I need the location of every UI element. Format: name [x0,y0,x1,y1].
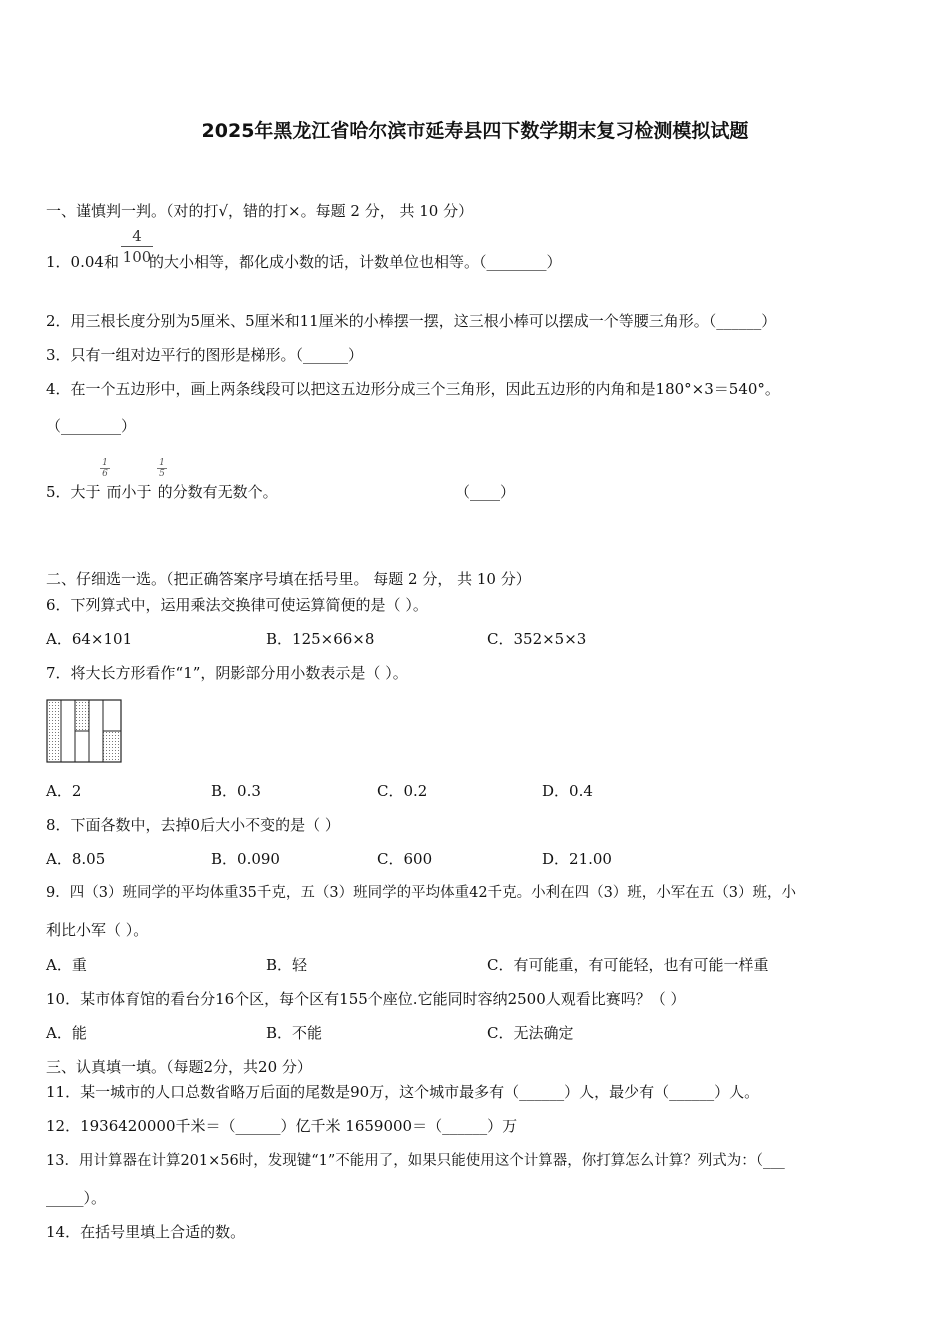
question-10: 10．某市体育馆的看台分16个区，每个区有155个座位.它能同时容纳2500人观看比赛吗？（ ） [46,990,686,1008]
q5-part1: 5．大于 [46,483,101,501]
q7-option-a: A．2 [46,782,82,800]
q5-answer-blank: （____） [455,483,516,501]
question-7: 7．将大长方形看作“1”，阴影部分用小数表示是（ ）。 [46,664,408,682]
q1-fraction-denominator: 100 [122,248,152,266]
question-11: 11．某一城市的人口总数省略万后面的尾数是90万，这个城市最多有（______）人，最少有（______）人。 [46,1083,760,1101]
q1-fraction-numerator: 4 [132,227,142,245]
q7-shaded-column-2-top [75,700,89,731]
q1-fraction [121,226,153,267]
q5-fraction-2 [157,458,167,479]
q8-option-d: D．21.00 [542,850,612,868]
q7-option-b: B．0.3 [211,782,261,800]
q5-fraction-1-num: 1 [102,458,108,468]
q5-fraction-2-den: 5 [157,468,167,479]
q10-option-b: B．不能 [266,1024,323,1042]
q5-fraction-1-den: 6 [100,468,110,479]
q7-shaded-column-1 [47,700,61,762]
q7-option-c: C．0.2 [377,782,428,800]
section1-heading: 一、谨慎判一判。（对的打√，错的打×。每题 2 分， 共 10 分） [46,202,474,220]
question-4-line1: 4．在一个五边形中，画上两条线段可以把这五边形分成三个三角形，因此五边形的内角和是180°×3＝540°。 [46,380,780,398]
page-title: 2025年黑龙江省哈尔滨市延寿县四下数学期末复习检测模拟试题 [201,120,749,142]
q10-option-a: A．能 [46,1024,87,1042]
question-8: 8．下面各数中，去掉0后大小不变的是（ ） [46,816,340,834]
question-4-line2: （________） [46,417,137,435]
q6-option-b: B．125×66×8 [266,630,375,648]
q1-text-before: 1．0.04和 [46,253,119,271]
q8-option-a: A．8.05 [46,850,106,868]
q10-option-c: C．无法确定 [487,1024,574,1042]
q5-part3: 的分数有无数个。 [157,483,278,501]
q7-rectangle-figure [46,699,122,763]
section3-heading: 三、认真填一填。（每题2分，共20 分） [46,1058,312,1076]
q5-fraction-2-num: 1 [159,458,165,468]
q6-option-c: C．352×5×3 [487,630,587,648]
question-9-line1: 9．四（3）班同学的平均体重35千克，五（3）班同学的平均体重42千克。小利在四（3）班，小军在五（3）班，小 [46,885,797,901]
q7-option-d: D．0.4 [542,782,593,800]
question-9-line2: 利比小军（ ）。 [46,921,149,939]
q8-option-b: B．0.090 [211,850,280,868]
question-6: 6．下列算式中，运用乘法交换律可使运算简便的是（ ）。 [46,596,428,614]
q9-option-a: A．重 [46,956,87,974]
section2-heading: 二、仔细选一选。（把正确答案序号填在括号里。 每题 2 分， 共 10 分） [46,570,531,588]
q9-option-b: B．轻 [266,956,308,974]
question-5 [46,482,278,502]
question-14: 14．在括号里填上合适的数。 [46,1223,246,1241]
question-13-line2: _____）。 [46,1189,107,1207]
question-3: 3．只有一组对边平行的图形是梯形。（______） [46,346,364,364]
q9-option-c: C．有可能重，有可能轻，也有可能一样重 [487,956,769,974]
q5-part2: 而小于 [106,483,152,501]
question-2: 2．用三根长度分别为5厘米、5厘米和11厘米的小棒摆一摆，这三根小棒可以摆成一个等腰三角形。（______） [46,312,777,330]
q1-text-after: 的大小相等，都化成小数的话，计数单位也相等。（________） [148,253,562,271]
q6-option-a: A．64×101 [46,630,133,648]
q7-shaded-column-4-bottom [103,731,121,762]
q8-option-c: C．600 [377,850,433,868]
q5-fraction-1 [100,458,110,479]
question-13-line1: 13．用计算器在计算201×56时，发现键“1”不能用了，如果只能使用这个计算器，你打算怎么计算？列式为：（___ [46,1153,785,1169]
question-12: 12．1936420000千米＝（______）亿千米 1659000＝（______）万 [46,1117,518,1135]
